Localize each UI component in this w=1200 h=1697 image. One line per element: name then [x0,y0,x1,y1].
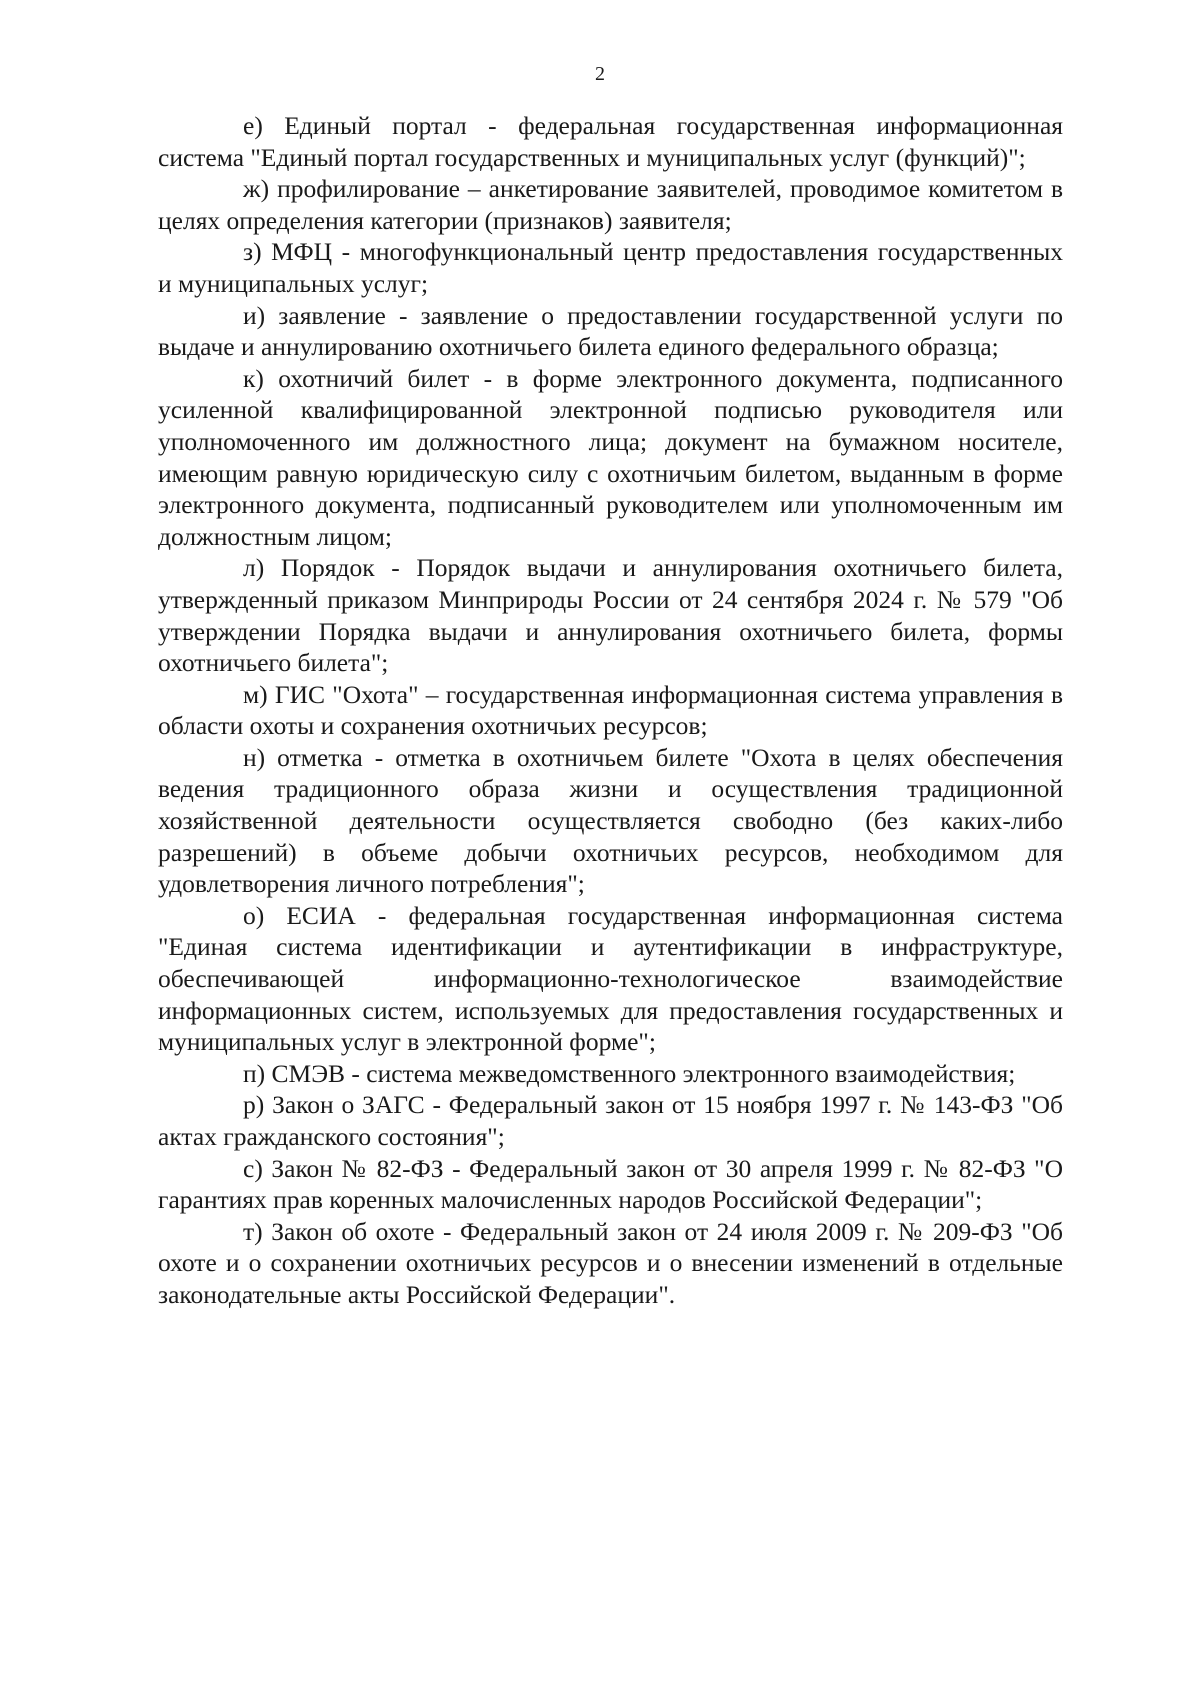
definition-paragraph-z: з) МФЦ - многофункциональный центр предоставления государственных и муниципальных услуг; [158,237,1063,298]
definition-paragraph-e: е) Единый портал - федеральная государственная информационная система "Единый портал государственных и муниципальных услуг (функций)"; [158,111,1063,172]
page-number: 2 [595,63,605,85]
definition-paragraph-i: и) заявление - заявление о предоставлении государственной услуги по выдаче и аннулированию охотничьего билета единого федерального образца; [158,300,1063,362]
definition-paragraph-m: м) ГИС "Охота" – государственная информационная система управления в области охоты и сохранения охотничьих ресурсов; [158,679,1063,741]
definition-paragraph-zh: ж) профилирование – анкетирование заявителей, проводимое комитетом в целях определения категории (признаков) заявителя; [158,174,1063,235]
definition-paragraph-l: л) Порядок - Порядок выдачи и аннулирования охотничьего билета, утвержденный приказом Минприроды России от 24 сентября 2024 г. № 579 "Об утверждении Порядка выдачи и аннулирования охотничьего билета, формы охотничьего билета"; [158,553,1063,678]
definition-paragraph-n: н) отметка - отметка в охотничьем билете "Охота в целях обеспечения ведения традиционного образа жизни и осуществления традиционной хозяйственной деятельности осуществляется свободно (без каких-либо разрешений) в объеме добычи охотничьих ресурсов, необходимом для удовлетворения личного потребления"; [158,742,1063,899]
definition-paragraph-p: п) СМЭВ - система межведомственного электронного взаимодействия; [243,1058,1016,1088]
definition-paragraph-r: р) Закон о ЗАГС - Федеральный закон от 15 ноября 1997 г. № 143-ФЗ "Об актах гражданского состояния"; [158,1090,1063,1151]
definition-paragraph-s: с) Закон № 82-ФЗ - Федеральный закон от 30 апреля 1999 г. № 82-ФЗ "О гарантиях прав коренных малочисленных народов Российской Федерации"; [158,1153,1063,1215]
definition-paragraph-k: к) охотничий билет - в форме электронного документа, подписанного усиленной квалифицированной электронной подписью руководителя или уполномоченного им должностного лица; документ на бумажном носителе, имеющим равную юридическую силу с охотничьим билетом, выданным в форме электронного документа, подписанный руководителем или уполномоченным им должностным лицом; [158,363,1063,551]
definition-paragraph-o: о) ЕСИА - федеральная государственная информационная система "Единая система идентификации и аутентификации в инфраструктуре, обеспечивающей информационно-технологическое взаимодействие информационных систем, используемых для предоставления государственных и муниципальных услуг в электронной форме"; [158,900,1063,1057]
document-body [158,110,1063,1311]
definition-paragraph-t: т) Закон об охоте - Федеральный закон от 24 июля 2009 г. № 209-ФЗ "Об охоте и о сохранении охотничьих ресурсов и о внесении изменений в отдельные законодательные акты Российской Федерации". [158,1216,1063,1309]
